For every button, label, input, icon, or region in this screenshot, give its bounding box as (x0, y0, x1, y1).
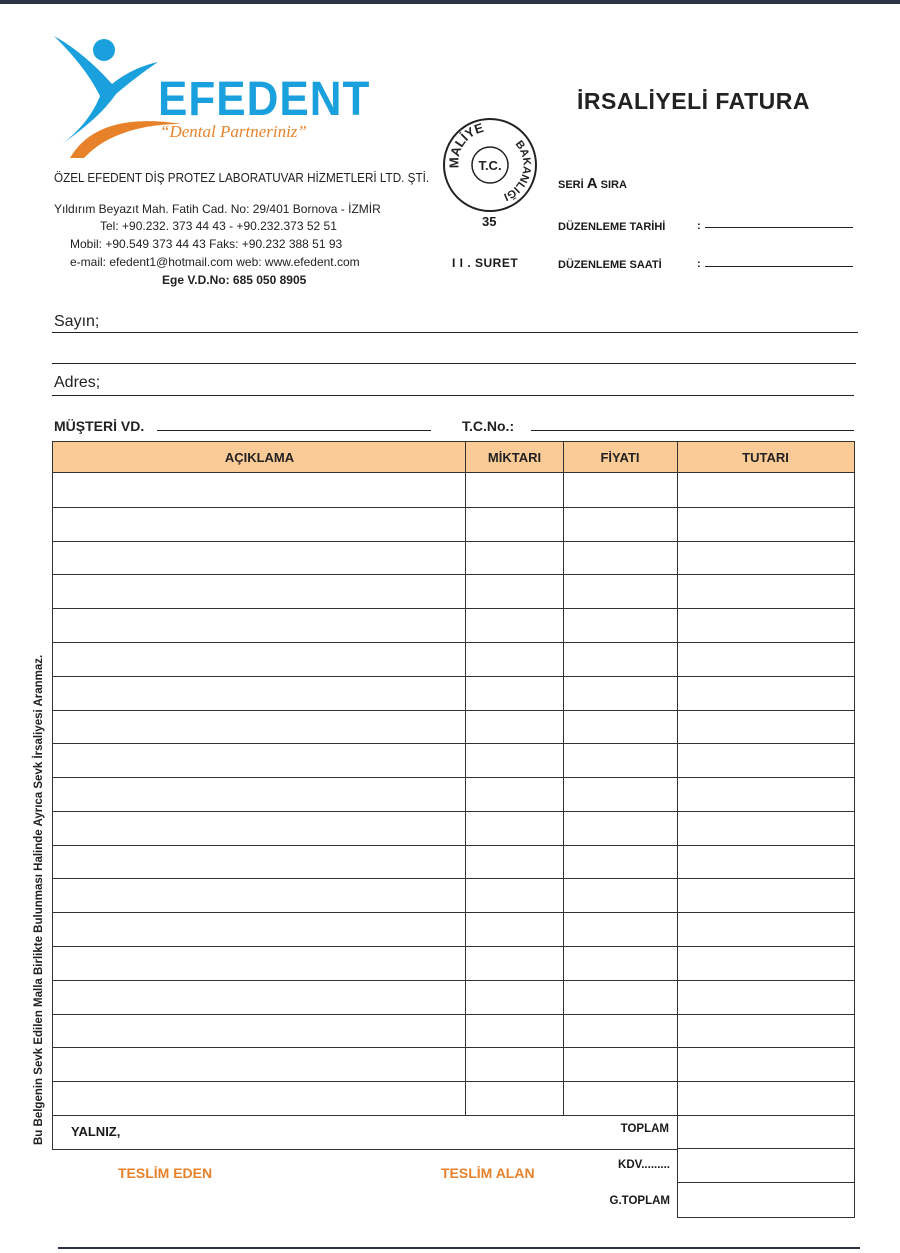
table-row-divider (53, 912, 854, 913)
side-note: Bu Belgenin Sevk Edilen Malla Birlikte Bulunması Halinde Ayrıca Sevk İrsaliyesi Aranmaz. (33, 654, 45, 1145)
tax-office-field[interactable] (157, 430, 431, 431)
issue-time-label: DÜZENLEME SAATİ (558, 259, 662, 271)
table-row-divider (53, 676, 854, 677)
table-row-divider (53, 1047, 854, 1048)
serial-letter: A (586, 175, 598, 192)
issue-date-field[interactable] (705, 227, 853, 228)
table-row-divider (53, 878, 854, 879)
table-row-divider (53, 642, 854, 643)
table-row-divider (53, 743, 854, 744)
table-row-divider (53, 845, 854, 846)
serial-suffix: SIRA (597, 179, 627, 191)
items-table (52, 441, 855, 1116)
delivered-by-label: TESLİM EDEN (118, 1165, 213, 1181)
header-price: FİYATI (600, 450, 640, 465)
sayin-label: Sayın; (54, 313, 100, 330)
seal-number: 35 (482, 214, 497, 229)
table-row-divider (53, 710, 854, 711)
serial-prefix: SERİ (558, 179, 587, 191)
customer-address-field[interactable] (52, 395, 854, 396)
table-row-divider (53, 1081, 854, 1082)
customer-name-field[interactable] (52, 332, 858, 333)
tc-number-label: T.C.No.: (462, 418, 515, 434)
seal-right-text: BAKANLIĞI (501, 138, 533, 203)
table-row-divider (53, 507, 854, 508)
total-field[interactable] (677, 1115, 855, 1149)
issue-date-label: DÜZENLEME TARİHİ (558, 221, 666, 233)
table-row-divider (53, 980, 854, 981)
seal-center-text: T.C. (478, 158, 502, 173)
tc-number-field[interactable] (531, 430, 854, 431)
yalniz-label: YALNIZ, (71, 1124, 121, 1139)
vat-label: KDV......... (618, 1159, 670, 1171)
grand-total-field[interactable] (677, 1183, 855, 1218)
company-mobile-fax: Mobil: +90.549 373 44 43 Faks: +90.232 388 51 93 (70, 237, 343, 251)
issue-time-field[interactable] (705, 266, 853, 267)
amount-in-words-box (52, 1115, 678, 1150)
company-phone: Tel: +90.232. 373 44 43 - +90.232.373 52 51 (100, 219, 337, 233)
ministry-seal (441, 116, 539, 214)
received-by-label: TESLİM ALAN (441, 1165, 535, 1181)
document-title: İRSALİYELİ FATURA (577, 88, 810, 114)
company-tax-number: Ege V.D.No: 685 050 8905 (162, 273, 307, 287)
header-quantity: MİKTARI (487, 450, 542, 465)
table-header (53, 442, 854, 473)
vat-field[interactable] (677, 1149, 855, 1183)
company-legal-name: ÖZEL EFEDENT DİŞ PROTEZ LABORATUVAR HİZMETLERİ LTD. ŞTİ. (54, 170, 430, 185)
grand-total-label: G.TOPLAM (609, 1195, 670, 1207)
table-row-divider (53, 541, 854, 542)
issue-date-colon: : (697, 220, 701, 232)
table-row-divider (53, 811, 854, 812)
table-row-divider (53, 608, 854, 609)
table-row-divider (53, 574, 854, 575)
table-row-divider (53, 777, 854, 778)
total-label: TOPLAM (620, 1123, 669, 1135)
issue-time-colon: : (697, 258, 701, 270)
address-label: Adres; (54, 374, 101, 391)
copy-label: I I . SURET (452, 256, 519, 270)
header-description: AÇIKLAMA (224, 450, 295, 465)
bottom-border (58, 1247, 860, 1249)
company-email-web: e-mail: efedent1@hotmail.com web: www.efedent.com (70, 255, 360, 269)
brand-name: EFEDENT (158, 72, 371, 126)
serial-label (558, 175, 627, 192)
header-amount: TUTARI (742, 450, 789, 465)
top-border (0, 0, 900, 4)
customer-name-field-2[interactable] (52, 363, 856, 364)
brand-slogan: “Dental Partneriniz” (160, 122, 307, 141)
tax-office-label: MÜŞTERİ VD. (54, 418, 145, 434)
company-address: Yıldırım Beyazıt Mah. Fatih Cad. No: 29/401 Bornova - İZMİR (54, 202, 381, 216)
seal-top-text: MALİYE (446, 120, 486, 169)
table-row-divider (53, 1014, 854, 1015)
table-row-divider (53, 946, 854, 947)
